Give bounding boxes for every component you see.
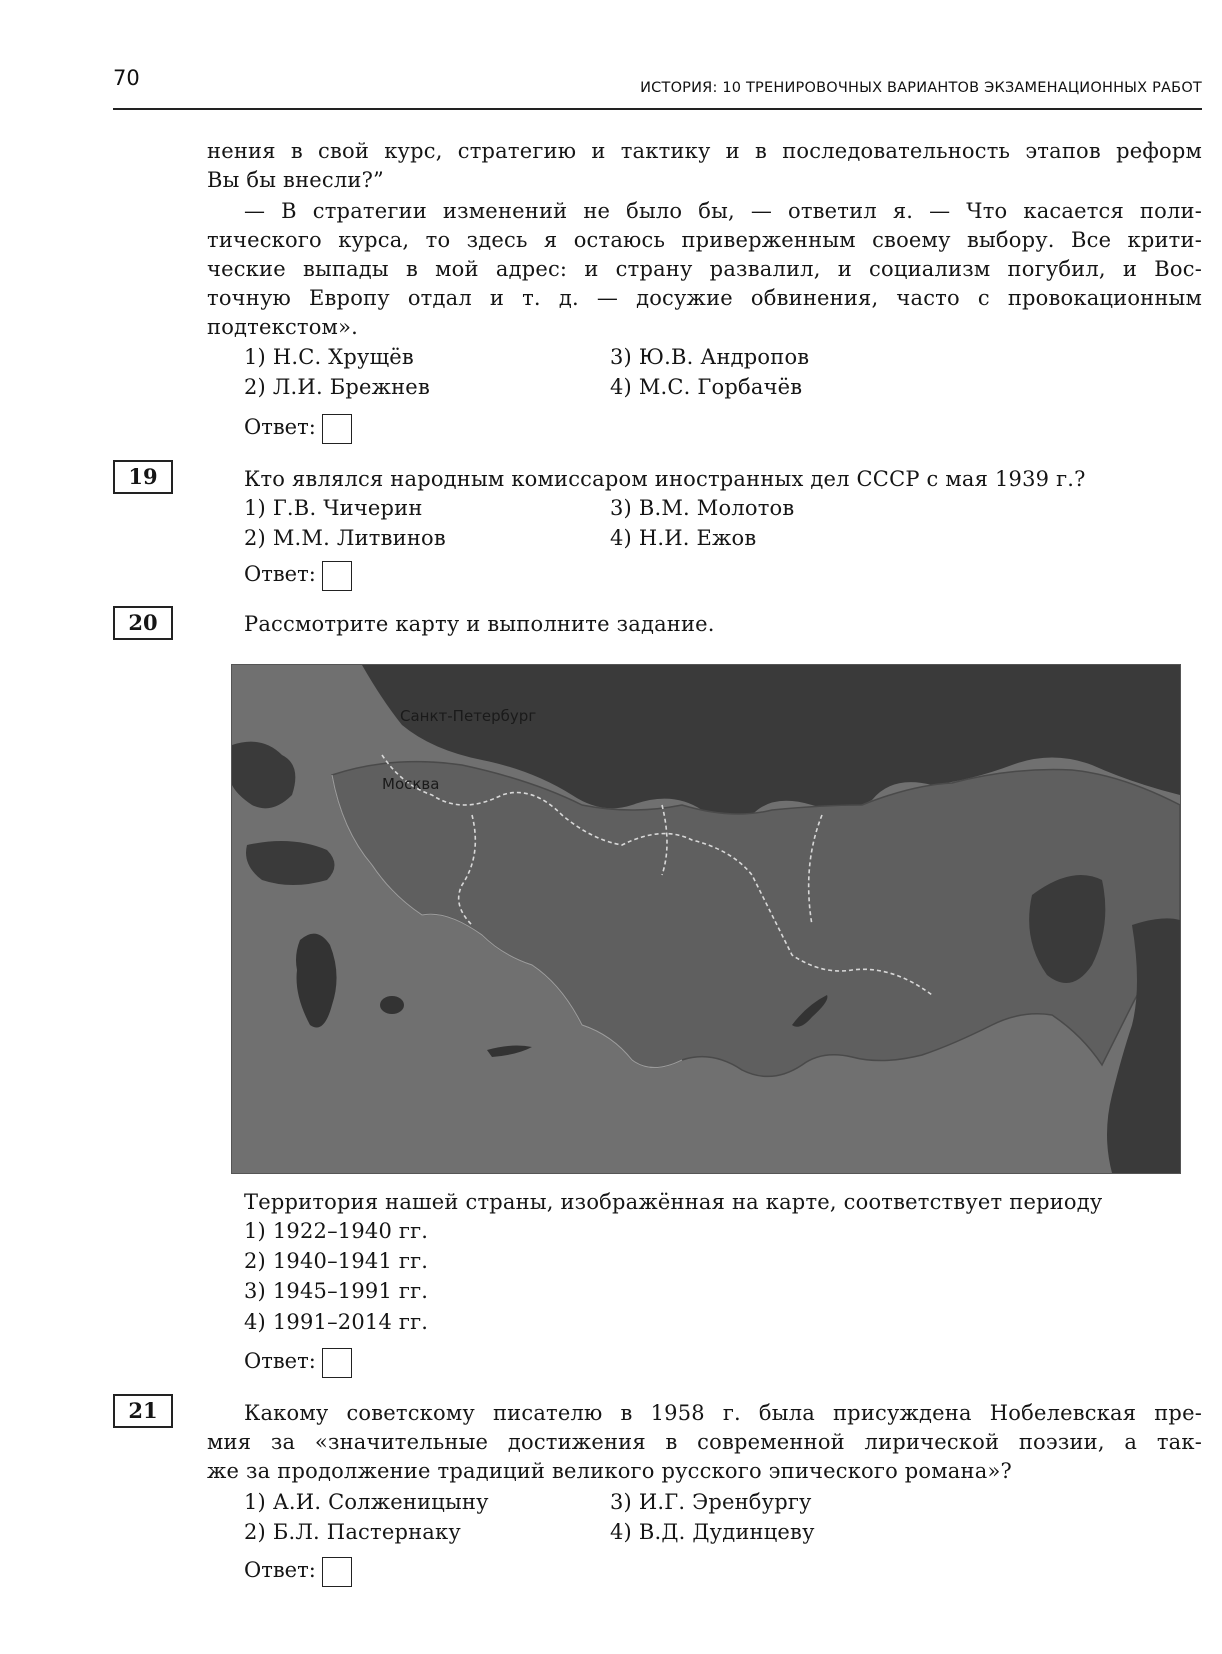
q21-option-1: 1) А.И. Солженицыну xyxy=(244,1490,489,1514)
q18-line-1: нения в свой курс, стратегию и тактику и в последовательность этапов реформ xyxy=(207,139,1202,163)
q18-line-5: ческие выпады в мой адрес: и страну развалил, и социализм погубил, и Вос- xyxy=(207,257,1202,281)
running-title: ИСТОРИЯ: 10 ТРЕНИРОВОЧНЫХ ВАРИАНТОВ ЭКЗАМЕНАЦИОННЫХ РАБОТ xyxy=(640,80,1202,96)
q20-answer-label: Ответ: xyxy=(244,1349,316,1373)
q18-option-4: 4) М.С. Горбачёв xyxy=(610,375,803,399)
q21-line-2: мия за «значительные достижения в современной лирической поэзии, а так- xyxy=(207,1430,1202,1454)
historical-map xyxy=(231,664,1181,1174)
q18-line-7: подтекстом». xyxy=(207,315,359,339)
q20-answer-box[interactable] xyxy=(322,1348,352,1378)
q19-option-3: 3) В.М. Молотов xyxy=(610,496,795,520)
q19-option-2: 2) М.М. Литвинов xyxy=(244,526,446,550)
q19-text: Кто являлся народным комиссаром иностранных дел СССР с мая 1939 г.? xyxy=(244,467,1086,491)
q19-answer-box[interactable] xyxy=(322,561,352,591)
map-label-city2: Москва xyxy=(382,775,440,793)
q20-answer xyxy=(244,1347,352,1378)
q19-answer-label: Ответ: xyxy=(244,562,316,586)
q21-answer-label: Ответ: xyxy=(244,1558,316,1582)
q18-answer-box[interactable] xyxy=(322,414,352,444)
q21-line-3: же за продолжение традиций великого русского эпического романа»? xyxy=(207,1459,1012,1483)
map-aral-sea xyxy=(380,996,404,1014)
q19-number: 19 xyxy=(113,460,173,494)
page-number: 70 xyxy=(113,66,140,90)
q21-number: 21 xyxy=(113,1394,173,1428)
q18-answer-label: Ответ: xyxy=(244,415,316,439)
q20-option-4: 4) 1991–2014 гг. xyxy=(244,1310,429,1334)
q21-answer-box[interactable] xyxy=(322,1557,352,1587)
q20-option-3: 3) 1945–1991 гг. xyxy=(244,1279,429,1303)
q18-option-2: 2) Л.И. Брежнев xyxy=(244,375,430,399)
q19-answer xyxy=(244,560,352,591)
q20-option-2: 2) 1940–1941 гг. xyxy=(244,1249,429,1273)
q21-answer xyxy=(244,1556,352,1587)
q21-option-4: 4) В.Д. Дудинцеву xyxy=(610,1520,815,1544)
q19-option-1: 1) Г.В. Чичерин xyxy=(244,496,423,520)
q18-option-3: 3) Ю.В. Андропов xyxy=(610,345,810,369)
q18-line-3: — В стратегии изменений не было бы, — ответил я. — Что касается поли- xyxy=(244,199,1202,223)
q20-question: Территория нашей страны, изображённая на карте, соответствует периоду xyxy=(244,1190,1103,1214)
q18-line-6: точную Европу отдал и т. д. — досужие обвинения, часто с провокационным xyxy=(207,286,1202,310)
q19-option-4: 4) Н.И. Ежов xyxy=(610,526,757,550)
map-graphic xyxy=(232,665,1180,1173)
q21-line-1: Какому советскому писателю в 1958 г. была присуждена Нобелевская пре- xyxy=(244,1401,1202,1425)
q18-line-2: Вы бы внесли?” xyxy=(207,168,384,192)
q21-option-2: 2) Б.Л. Пастернаку xyxy=(244,1520,461,1544)
q18-line-4: тического курса, то здесь я остаюсь приверженным своему выбору. Все крити- xyxy=(207,228,1202,252)
map-label-city1: Санкт-Петербург xyxy=(400,707,537,725)
q20-number: 20 xyxy=(113,606,173,640)
header-rule xyxy=(113,108,1202,110)
q18-option-1: 1) Н.С. Хрущёв xyxy=(244,345,414,369)
q21-option-3: 3) И.Г. Эренбургу xyxy=(610,1490,812,1514)
q20-text: Рассмотрите карту и выполните задание. xyxy=(244,612,715,636)
q18-answer xyxy=(244,413,352,444)
q20-option-1: 1) 1922–1940 гг. xyxy=(244,1219,429,1243)
